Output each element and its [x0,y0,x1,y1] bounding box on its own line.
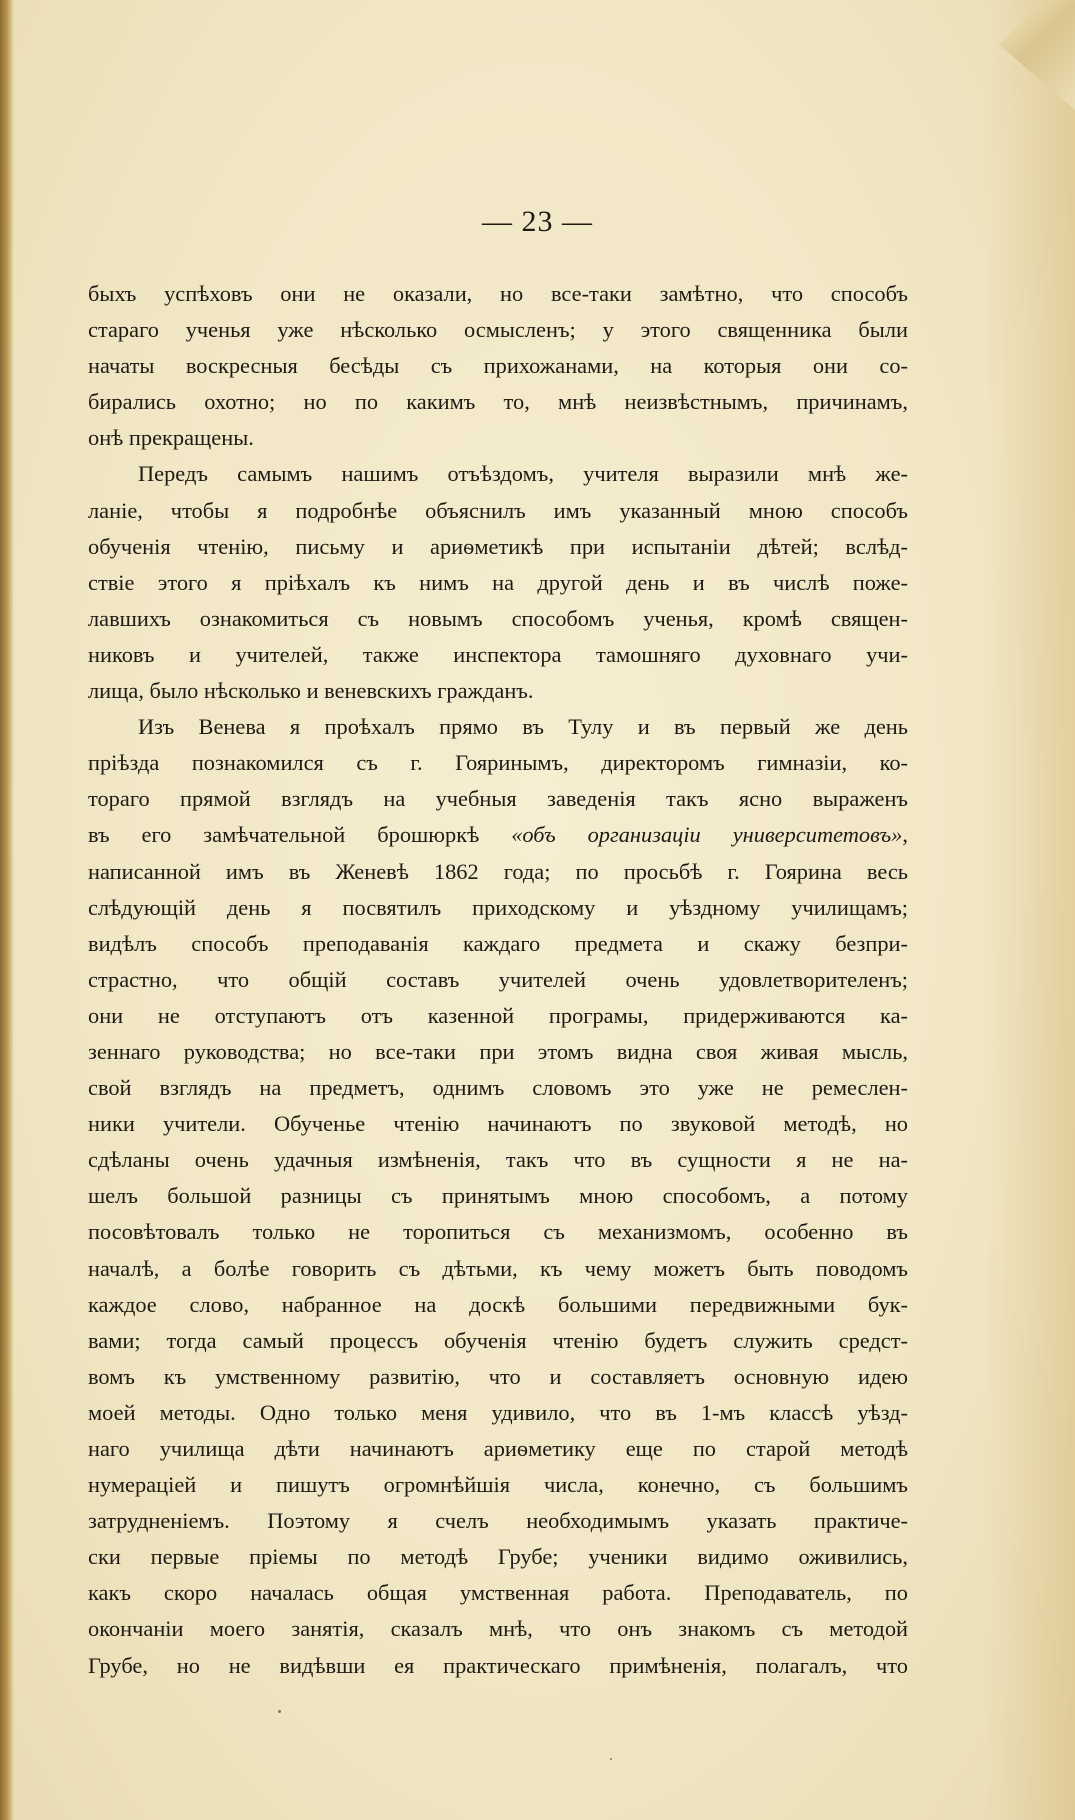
text-line: ствіе этого я пріѣхалъ къ нимъ на другой день и въ числѣ поже- [88,569,908,595]
text-line: онѣ прекращены. [88,425,254,451]
text-line: вами; тогда самый процессъ обученія чтенію будетъ служить средст- [88,1327,908,1353]
text-line: наго училища дѣти начинаютъ ариѳметику еще по старой методѣ [88,1436,908,1461]
page-number: — 23 — [482,205,593,238]
brochure-title: «объ организаціи университетовъ» [511,822,903,848]
text-line: началѣ, а болѣе говорить съ дѣтьми, къ чему можетъ быть поводомъ [88,1255,908,1281]
text-line: ски первые пріемы по методѣ Грубе; ученики видимо оживились, [88,1544,908,1570]
paper-speck [610,1758,612,1760]
text-line: пріѣзда познакомился съ г. Гояринымъ, директоромъ гимназіи, ко- [88,750,908,776]
text-line: ланіе, чтобы я подробнѣе объяснилъ имъ указанный мною способъ [88,497,908,523]
text-line: видѣлъ способъ преподаванія каждаго предмета и скажу безпри- [88,930,908,956]
text-line: страстно, что общій составъ учителей очень удовлетворителенъ; [88,966,908,992]
text-line: начаты воскресныя бесѣды съ прихожанами, на которыя они со- [88,353,908,379]
text-line: никовъ и учителей, также инспектора тамошняго духовнаго учи- [88,641,908,667]
text-line: нумераціей и пишутъ огромнѣйшія числа, конечно, съ большимъ [88,1472,908,1498]
text-line: свой взглядъ на предметъ, однимъ словомъ это уже не ремеслен- [88,1075,908,1101]
text-line: какъ скоро началась общая умственная работа. Преподаватель, по [88,1580,908,1606]
page-spine-edge [0,0,14,1820]
text-line: стараго ученья уже нѣсколько осмысленъ; у этого священника были [88,317,908,343]
text-line: посовѣтовалъ только не торопиться съ механизмомъ, особенно въ [88,1219,908,1245]
text-line: шелъ большой разницы съ принятымъ мною способомъ, а потому [88,1183,908,1209]
text-line: моей методы. Одно только меня удивило, что въ 1-мъ классѣ уѣзд- [88,1399,908,1425]
body-text [88,276,908,1684]
text-line: ники учители. Обученье чтенію начинаютъ по звуковой методѣ, но [88,1111,908,1137]
text-line: затрудненіемъ. Поэтому я счелъ необходимымъ указать практиче- [88,1508,908,1534]
page-edge-stain [985,0,1075,1820]
text-line: въ его замѣчательной брошюркѣ «объ организаціи университетовъ», [88,822,908,848]
text-line: обученія чтенію, письму и ариѳметикѣ при испытаніи дѣтей; вслѣд- [88,533,908,559]
text-line: тораго прямой взглядъ на учебныя заведенія такъ ясно выраженъ [88,786,908,812]
text-line: они не отступаютъ отъ казенной програмы, придерживаются ка- [88,1002,908,1028]
text-line: окончаніи моего занятія, сказалъ мнѣ, что онъ знакомъ съ методой [88,1616,908,1642]
text-line: Грубе, но не видѣвши ея практическаго примѣненія, полагалъ, что [88,1652,908,1678]
text-line: сдѣланы очень удачныя измѣненія, такъ что въ сущности я не на- [88,1147,908,1173]
text-line: лища, было нѣсколько и веневскихъ гражданъ. [88,678,534,704]
text-line: бирались охотно; но по какимъ то, мнѣ неизвѣстнымъ, причинамъ, [88,389,908,415]
text-line: Передъ самымъ нашимъ отъѣздомъ, учителя выразили мнѣ же- [138,461,908,487]
text-line: слѣдующій день я посвятилъ приходскому и уѣздному училищамъ; [88,894,908,920]
text-line: каждое слово, набранное на доскѣ большими передвижными бук- [88,1291,908,1317]
text-line: Изъ Венева я проѣхалъ прямо въ Тулу и въ первый же день [138,714,908,740]
paper-speck [278,1710,281,1713]
text-line: быхъ успѣховъ они не оказали, но все-таки замѣтно, что способъ [88,281,908,306]
text-line: лавшихъ ознакомиться съ новымъ способомъ ученья, кромѣ священ- [88,605,908,631]
text-line: написанной имъ въ Женевѣ 1862 года; по просьбѣ г. Гоярина весь [88,858,908,884]
text-line: зеннаго руководства; но все-таки при этомъ видна своя живая мысль, [88,1038,908,1064]
text-line: вомъ къ умственному развитію, что и составляетъ основную идею [88,1363,908,1389]
